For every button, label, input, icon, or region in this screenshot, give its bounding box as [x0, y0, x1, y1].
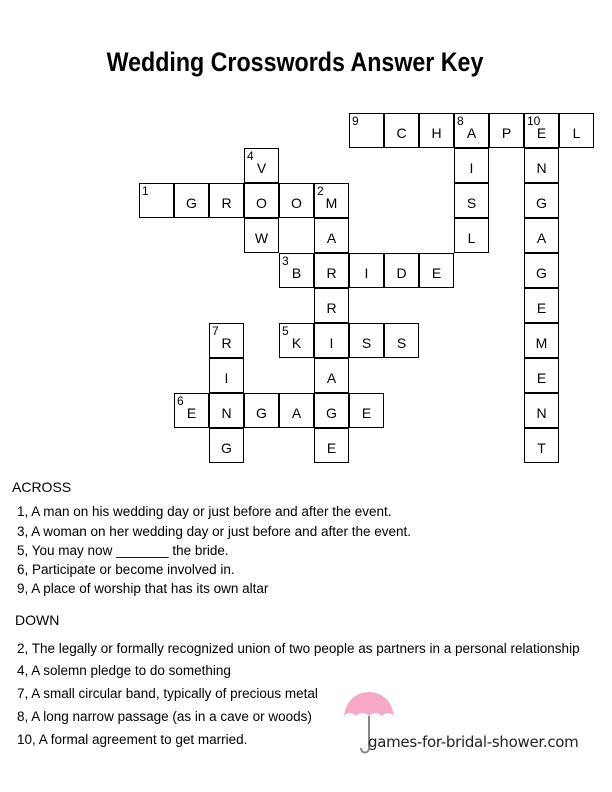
cell-letter: I — [224, 370, 229, 386]
cell-letter: G — [326, 405, 337, 421]
down-clue: 7, A small circular band, typically of precious metal — [17, 686, 318, 701]
cell-letter: E — [536, 300, 547, 316]
umbrella-icon — [342, 690, 396, 763]
grid-cell — [314, 218, 349, 253]
cell-letter: I — [329, 335, 334, 351]
grid-cell — [139, 183, 174, 218]
grid-cell — [524, 253, 559, 288]
cell-letter: S — [466, 195, 477, 211]
grid-cell — [314, 393, 349, 428]
grid-cell — [314, 253, 349, 288]
grid-cell — [314, 358, 349, 393]
clue-number: 3 — [282, 254, 289, 268]
grid-cell — [279, 183, 314, 218]
grid-cell — [524, 358, 559, 393]
cell-letter: W — [254, 230, 269, 246]
cell-letter: E — [431, 265, 442, 281]
cell-letter: A — [536, 230, 547, 246]
grid-cell — [384, 323, 419, 358]
grid-cell — [559, 113, 594, 148]
grid-cell — [244, 218, 279, 253]
grid-cell — [349, 113, 384, 148]
grid-cell — [209, 358, 244, 393]
cell-letter: O — [291, 195, 302, 211]
grid-cell — [279, 393, 314, 428]
grid-cell — [209, 183, 244, 218]
cell-letter: L — [467, 230, 476, 246]
grid-cell — [524, 183, 559, 218]
clue-number: 10 — [527, 114, 541, 128]
cell-letter: E — [186, 405, 197, 421]
down-clue: 2, The legally or formally recognized union of two people as partners in a personal relationship — [17, 641, 580, 656]
clue-number: 4 — [247, 149, 254, 163]
cell-letter: A — [326, 370, 337, 386]
across-clue: 3, A woman on her wedding day or just before and after the event. — [17, 524, 412, 539]
cell-letter: K — [291, 335, 302, 351]
cell-letter: S — [396, 335, 407, 351]
grid-cell — [174, 183, 209, 218]
cell-letter: G — [256, 405, 267, 421]
grid-cell — [524, 113, 559, 148]
grid-cell — [314, 323, 349, 358]
cell-letter: C — [396, 125, 407, 141]
grid-cell — [454, 148, 489, 183]
cell-letter: G — [536, 265, 547, 281]
grid-cell — [384, 253, 419, 288]
cell-letter: A — [466, 125, 477, 141]
cell-letter: G — [186, 195, 197, 211]
cell-letter: R — [221, 335, 232, 351]
grid-cell — [209, 393, 244, 428]
cell-letter: L — [572, 125, 581, 141]
cell-letter: N — [536, 405, 547, 421]
cell-letter: S — [361, 335, 372, 351]
cell-letter: M — [535, 335, 548, 351]
cell-letter: N — [536, 160, 547, 176]
down-clue: 10, A formal agreement to get married. — [17, 732, 248, 747]
page-title: Wedding Crosswords Answer Key — [106, 47, 484, 77]
grid-cell — [314, 288, 349, 323]
clue-number: 2 — [317, 184, 324, 198]
grid-cell — [454, 183, 489, 218]
grid-cell — [524, 323, 559, 358]
cell-letter: N — [221, 405, 232, 421]
cell-letter: I — [469, 160, 474, 176]
grid-cell — [524, 288, 559, 323]
cell-letter: O — [256, 195, 267, 211]
across-heading: ACROSS — [12, 479, 72, 495]
cell-letter: R — [326, 265, 337, 281]
clue-number: 8 — [457, 114, 464, 128]
clue-number: 1 — [142, 184, 149, 198]
across-clue: 6, Participate or become involved in. — [17, 562, 235, 577]
cell-letter: I — [364, 265, 369, 281]
grid-cell — [279, 253, 314, 288]
across-clue: 9, A place of worship that has its own altar — [17, 581, 269, 596]
grid-cell — [244, 183, 279, 218]
grid-cell — [454, 113, 489, 148]
grid-cell — [349, 323, 384, 358]
down-clue: 4, A solemn pledge to do something — [17, 663, 231, 678]
cell-letter: E — [536, 370, 547, 386]
clue-number: 9 — [352, 114, 359, 128]
across-clue: 5, You may now _______ the bride. — [17, 543, 229, 558]
grid-cell — [209, 428, 244, 463]
down-clue: 8, A long narrow passage (as in a cave or woods) — [17, 709, 312, 724]
grid-cell — [524, 148, 559, 183]
down-heading: DOWN — [15, 612, 60, 628]
clue-number: 7 — [212, 324, 219, 338]
grid-cell — [524, 218, 559, 253]
grid-cell — [279, 323, 314, 358]
grid-cell — [174, 393, 209, 428]
cell-letter: G — [536, 195, 547, 211]
cell-letter: B — [291, 265, 302, 281]
grid-cell — [489, 113, 524, 148]
cell-letter: A — [291, 405, 302, 421]
site-logo-text[interactable]: games-for-bridal-shower.com — [368, 733, 579, 751]
grid-cell — [524, 428, 559, 463]
grid-cell — [209, 323, 244, 358]
cell-letter: M — [325, 195, 338, 211]
cell-letter: G — [221, 440, 232, 456]
grid-cell — [244, 148, 279, 183]
grid-cell — [419, 113, 454, 148]
cell-letter: E — [326, 440, 337, 456]
grid-cell — [349, 253, 384, 288]
cell-letter: E — [361, 405, 372, 421]
cell-letter: D — [396, 265, 407, 281]
grid-cell — [314, 428, 349, 463]
cell-letter: E — [536, 125, 547, 141]
clue-number: 5 — [282, 324, 289, 338]
across-clue: 1, A man on his wedding day or just before and after the event. — [17, 504, 392, 519]
grid-cell — [384, 113, 419, 148]
grid-cell — [454, 218, 489, 253]
grid-cell — [314, 183, 349, 218]
grid-cell — [349, 393, 384, 428]
cell-letter: A — [326, 230, 337, 246]
cell-letter: P — [501, 125, 512, 141]
cell-letter: V — [256, 160, 267, 176]
grid-cell — [524, 393, 559, 428]
cell-letter: T — [537, 440, 546, 456]
cell-letter: R — [326, 300, 337, 316]
grid-cell — [244, 393, 279, 428]
cell-letter: R — [221, 195, 232, 211]
clue-number: 6 — [177, 394, 184, 408]
grid-cell — [419, 253, 454, 288]
cell-letter: H — [431, 125, 442, 141]
